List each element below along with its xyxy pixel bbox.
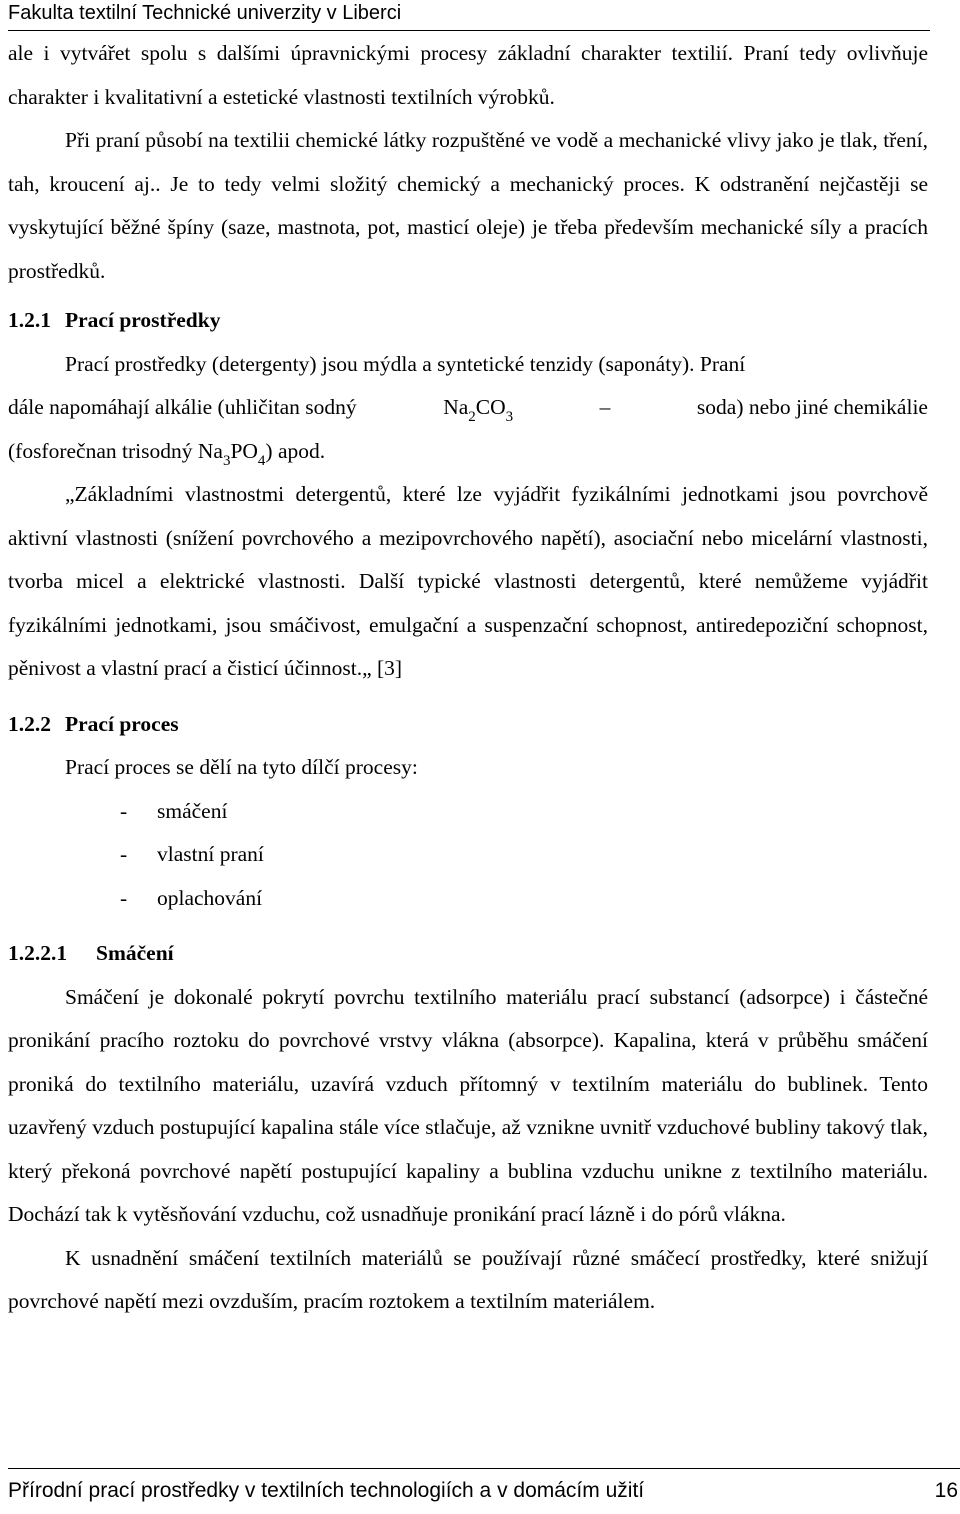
formula-na2co3: $Na_2CO_3$ <box>443 395 514 425</box>
process-list <box>8 790 928 921</box>
page-footer <box>8 1468 960 1514</box>
heading-number: 1.2.2.1 <box>8 941 68 965</box>
heading-title: Smáčení <box>96 941 174 965</box>
heading-number: 1.2.2 <box>8 711 51 736</box>
detergents-line-1: Prací prostředky (detergenty) jsou mýdla a syntetické tenzidy (saponáty). Praní <box>65 351 746 376</box>
heading-number: 1.2.1 <box>8 308 51 332</box>
list-item: - smáčení <box>120 798 228 823</box>
header-text: Fakulta textilní Technické univerzity v Liberci <box>8 2 402 24</box>
wetting-paragraph-2: K usnadnění smáčení textilních materiálů se používají různé smáčecí prostředky, které snižují povrchové napětí mezi ovzduším, pracím roztokem a textilním materiálem. <box>8 1245 928 1313</box>
page-content <box>8 32 928 1324</box>
detergents-quote: „Základními vlastnostmi detergentů, které lze vyjádřit fyzikálními jednotkami jsou povrchově aktivní vlastnosti (snížení povrchového a mezipovrchového napětí), asociační nebo micelární vlastnosti, tvorba micel a elektrické vlastnosti. Další typické vlastnosti detergentů, které nemůžeme vyjádřit fyzikálními jednotkami, jsou smáčivost, emulgační a suspenzační schopnost, antiredepoziční schopnost, pěnivost a vlastní prací a čisticí účinnost.„ [3] <box>8 482 928 680</box>
list-item: - oplachování <box>120 885 263 910</box>
line2-text-c: soda) nebo jiné chemikálie <box>696 395 928 419</box>
heading-1-2-2-1 <box>8 932 928 976</box>
wetting-paragraph-1: Smáčení je dokonalé pokrytí povrchu textilního materiálu prací substancí (adsorpce) i částečné pronikání pracího roztoku do povrchové vrstvy vlákna (absorpce). Kapalina, která v průběhu smáčení proniká do textilního materiálu, uzavírá vzduch přítomný v textilním materiálu do bublinek. Tento uzavřený vzduch postupující kapalina stále více stlačuje, až vznikne uvnitř vzduchové bubliny takový tlak, který překoná povrchové napětí postupující kapaliny a bublina vzduchu unikne z textilního materiálu. Dochází tak k vytěsňování vzduchu, což usnadňuje pronikání prací lázně i do pórů vlákna. <box>8 984 928 1226</box>
heading-title: Prací prostředky <box>65 308 221 332</box>
footer-title: Přírodní prací prostředky v textilních technologiích a v domácím užití <box>8 1479 645 1502</box>
page-number: 16 <box>934 1479 958 1502</box>
page-header <box>8 0 930 31</box>
paragraph-washing: Při praní působí na textilii chemické látky rozpuštěné ve vodě a mechanické vlivy jako je tlak, tření, tah, kroucení aj.. Je to tedy velmi složitý chemický a mechanický proces. K odstranění nejčastěji se vyskytující běžné špíny (saze, mastnota, pot, masticí oleje) je třeba především mechanické síly a pracích prostředků. <box>8 128 928 283</box>
heading-1-2-1 <box>8 299 928 343</box>
line2-dash: – <box>599 395 611 419</box>
heading-title: Prací proces <box>65 711 179 736</box>
detergents-line-2 <box>8 386 928 430</box>
line2-text-a: dále napomáhají alkálie (uhličitan sodný <box>8 395 357 419</box>
detergents-line-3: (fosforečnan trisodný $Na_3PO_4$) apod. <box>8 438 326 469</box>
list-item: - vlastní praní <box>120 842 264 866</box>
heading-1-2-2 <box>8 703 928 747</box>
process-intro: Prací proces se dělí na tyto dílčí procesy: <box>65 755 418 779</box>
paragraph-intro: ale i vytvářet spolu s dalšími úpravnickými procesy základní charakter textilií. Praní tedy ovlivňuje charakter i kvalitativní a estetické vlastnosti textilních výrobků. <box>8 41 928 109</box>
